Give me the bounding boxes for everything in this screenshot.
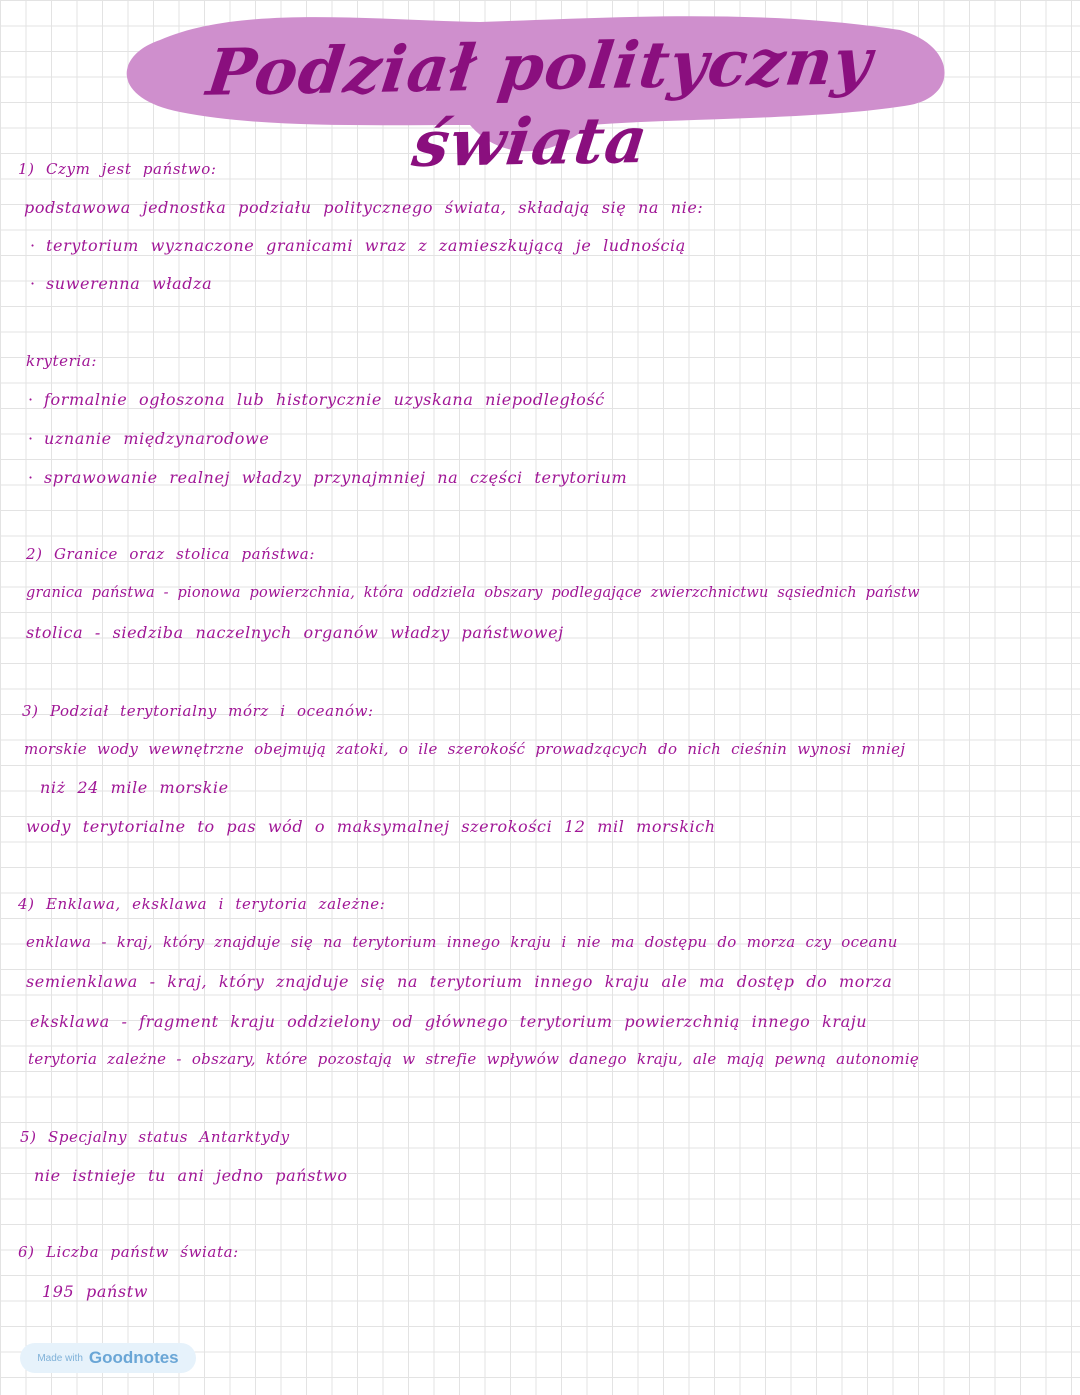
- goodnotes-badge: [20, 1343, 196, 1373]
- page-title: Podział polityczny świata: [202, 24, 877, 183]
- bullet-dot: ·: [30, 236, 36, 255]
- section-4-heading: 4) Enklawa, eksklawa i terytoria zależne:: [18, 895, 386, 913]
- criteria-bullet-2: [28, 429, 269, 448]
- section-1-bullet-1: [30, 236, 686, 255]
- section-6-line-1: 195 państw: [42, 1282, 149, 1301]
- criteria-line-1: formalnie ogłoszona lub historycznie uzyskana niepodległość: [44, 390, 605, 409]
- section-1-heading: 1) Czym jest państwo:: [18, 160, 217, 178]
- section-5-line-1: nie istnieje tu ani jedno państwo: [34, 1166, 348, 1185]
- bullet-dot: ·: [28, 390, 34, 409]
- section-3-line-1: morskie wody wewnętrzne obejmują zatoki, o ile szerokość prowadzących do nich cieśnin wynosi mniej: [24, 740, 906, 758]
- criteria-bullet-3: [28, 468, 627, 487]
- section-4-line-2: semienklawa - kraj, który znajduje się na terytorium innego kraju ale ma dostęp do morza: [26, 972, 893, 991]
- section-1-line-3: suwerenna władza: [46, 274, 213, 293]
- section-3-line-3: wody terytorialne to pas wód o maksymalnej szerokości 12 mil morskich: [26, 817, 716, 836]
- section-3-line-2: niż 24 mile morskie: [40, 778, 229, 797]
- criteria-line-3: sprawowanie realnej władzy przynajmniej na części terytorium: [44, 468, 628, 487]
- section-1-line-2: terytorium wyznaczone granicami wraz z zamieszkującą je ludnością: [46, 236, 686, 255]
- bullet-dot: ·: [28, 468, 34, 487]
- criteria-bullet-1: [28, 390, 605, 409]
- section-5-heading: 5) Specjalny status Antarktydy: [20, 1128, 290, 1146]
- criteria-line-2: uznanie międzynarodowe: [44, 429, 270, 448]
- section-3-heading: 3) Podział terytorialny mórz i oceanów:: [22, 702, 374, 720]
- section-6-heading: 6) Liczba państw świata:: [18, 1243, 239, 1261]
- section-1-bullet-2: [30, 274, 212, 293]
- section-2-line-1: granica państwa - pionowa powierzchnia, która oddziela obszary podlegające zwierzchnictwu sąsiednich państw: [26, 585, 920, 601]
- badge-made-with: Made with: [37, 1352, 83, 1364]
- badge-brand: Goodnotes: [88, 1348, 179, 1367]
- title-block: [120, 0, 950, 183]
- section-4-line-4: terytoria zależne - obszary, które pozostają w strefie wpływów danego kraju, ale mają pewną autonomię: [28, 1050, 920, 1068]
- section-2-heading: 2) Granice oraz stolica państwa:: [26, 545, 316, 563]
- section-2-line-2: stolica - siedziba naczelnych organów władzy państwowej: [26, 623, 564, 642]
- section-4-line-3: eksklawa - fragment kraju oddzielony od głównego terytorium powierzchnią innego kraju: [30, 1012, 868, 1031]
- section-1-line-1: podstawowa jednostka podziału politycznego świata, składają się na nie:: [24, 198, 704, 217]
- section-4-line-1: enklawa - kraj, który znajduje się na terytorium innego kraju i nie ma dostępu do morza czy oceanu: [26, 933, 898, 951]
- bullet-dot: ·: [28, 429, 34, 448]
- criteria-heading: kryteria:: [26, 352, 98, 370]
- bullet-dot: ·: [30, 274, 36, 293]
